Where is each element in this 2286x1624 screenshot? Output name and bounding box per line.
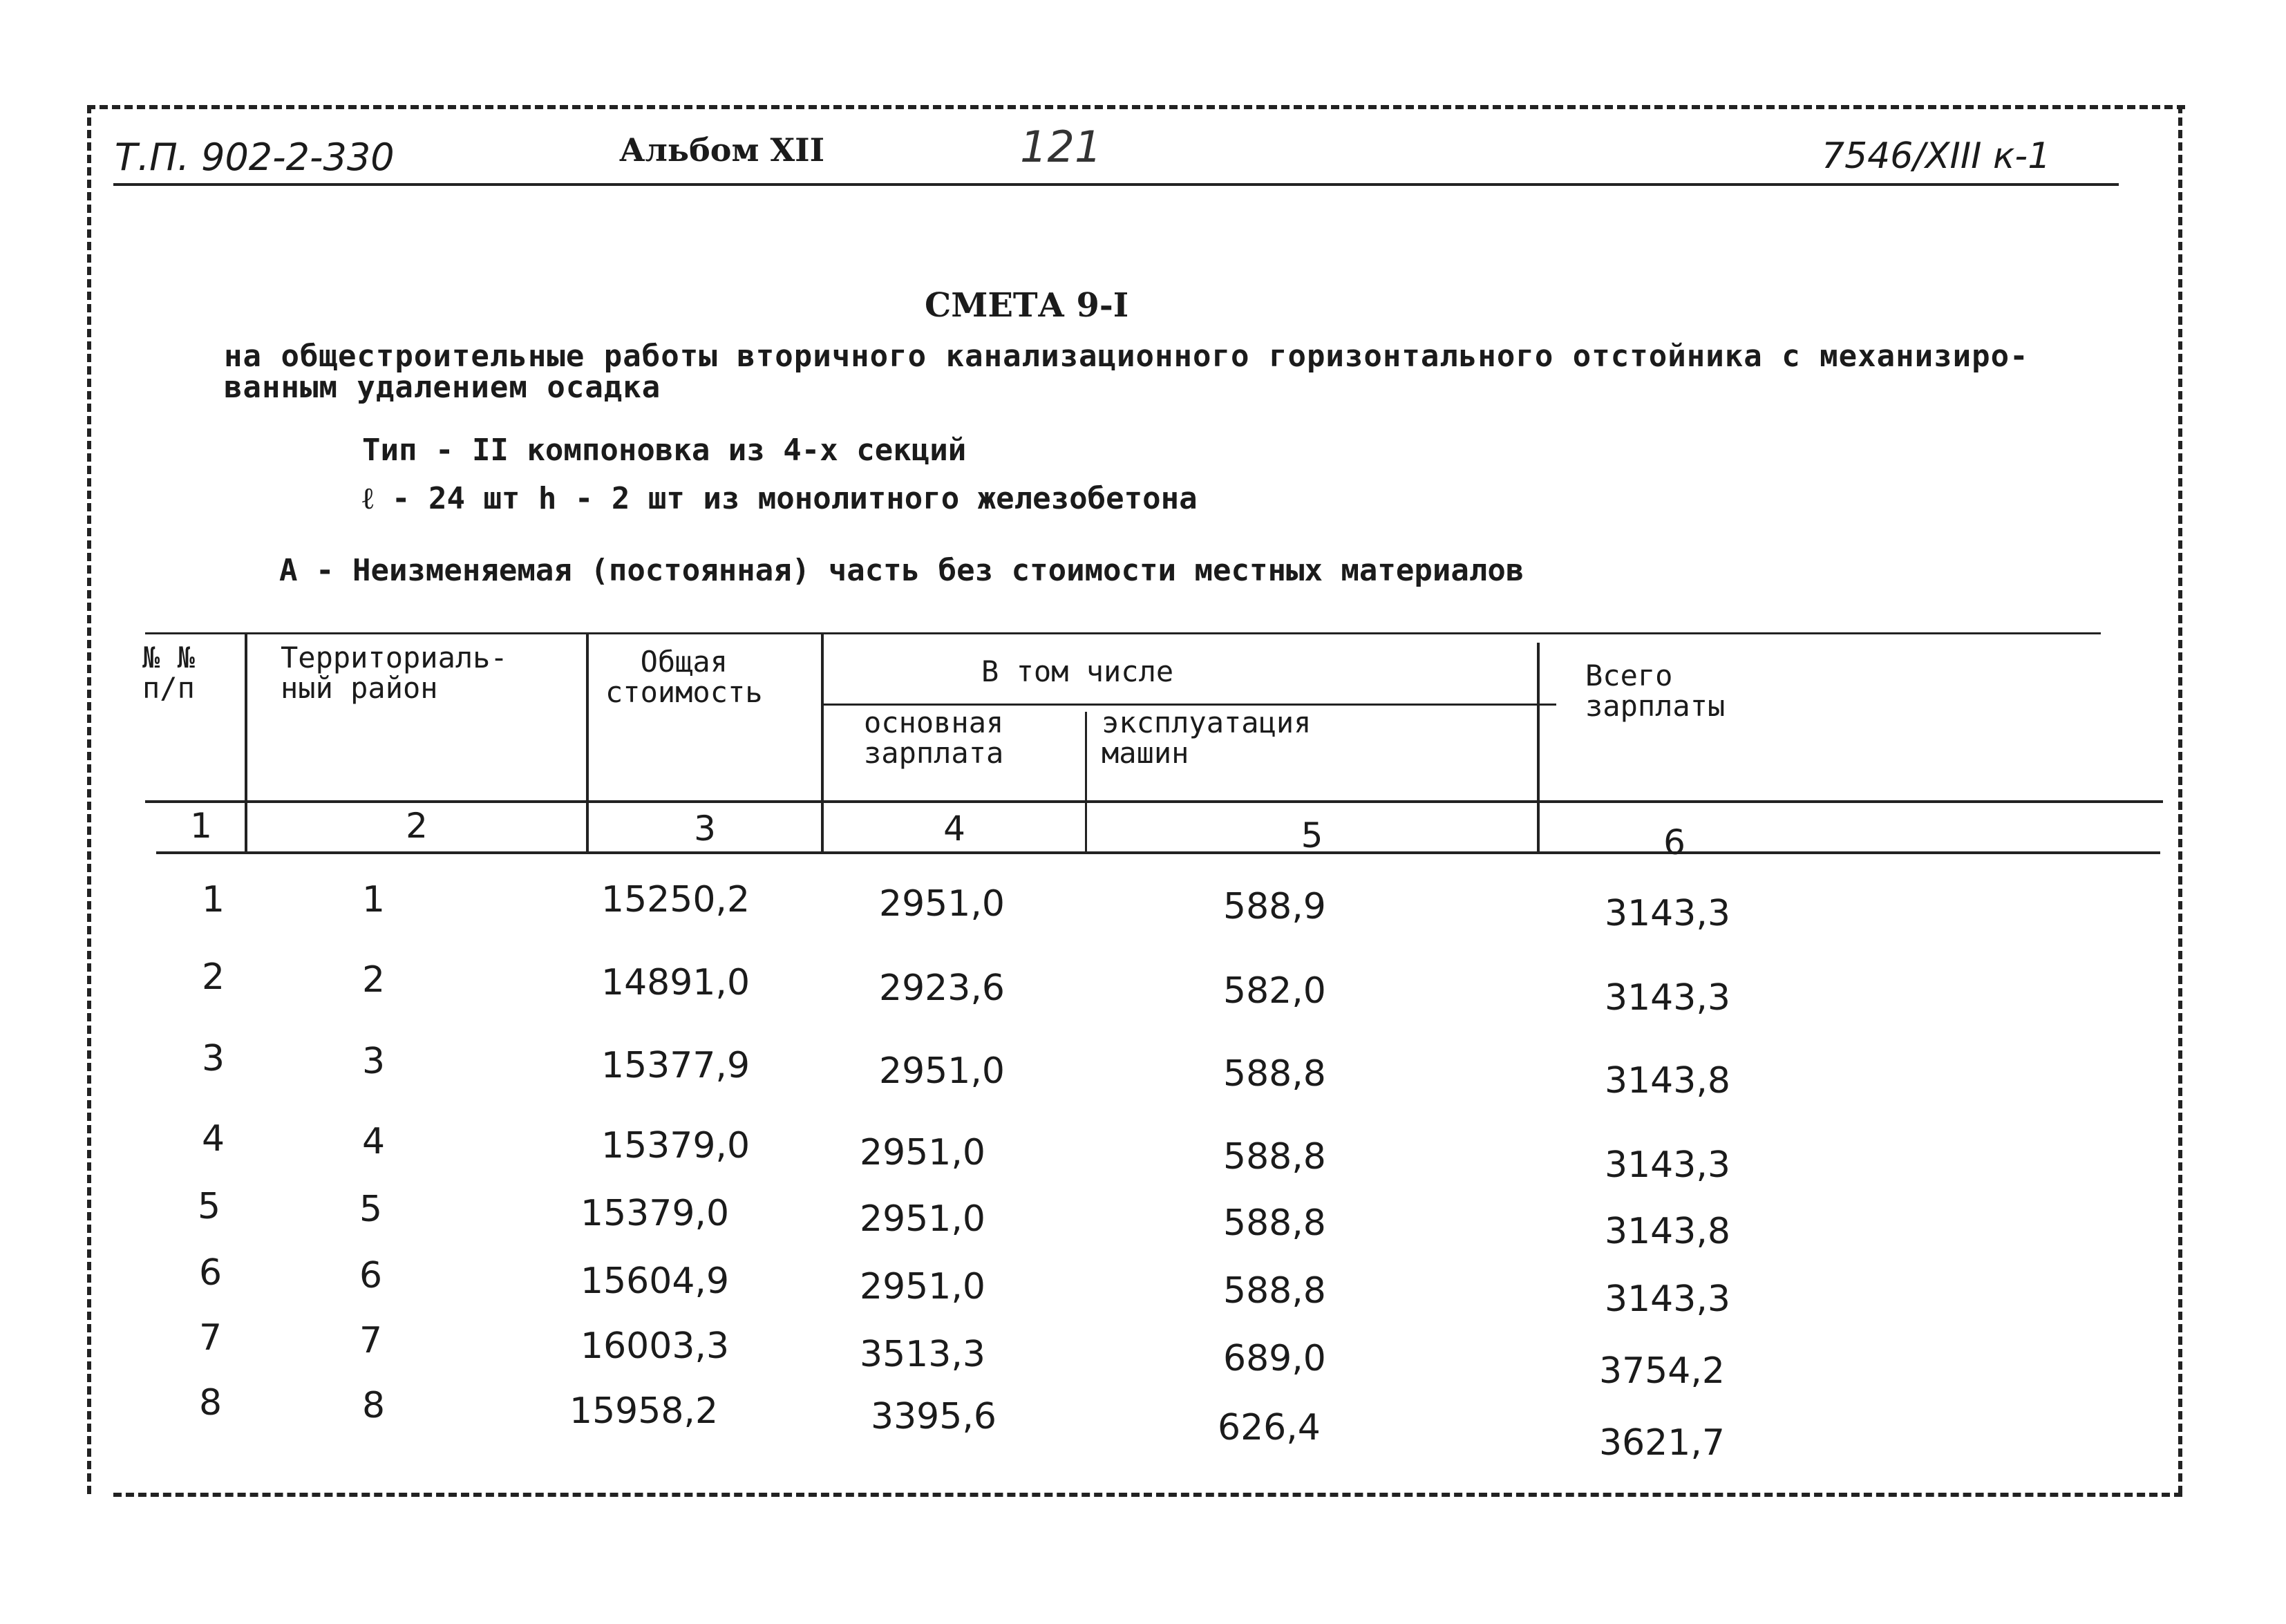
row-total-cost: 16003,3 [580,1325,730,1367]
subtitle-line-2: ванным удалением осадка [224,370,661,405]
row-total-cost: 15377,9 [601,1045,750,1086]
row-machine-operation: 588,9 [1223,886,1326,927]
header-underline [113,183,2119,186]
row-total-wages: 3754,2 [1599,1350,1725,1392]
row-machine-operation: 588,8 [1223,1202,1326,1244]
header-num: № № п/п [142,641,195,705]
colnum-6: 6 [1663,822,1685,862]
row-total-wages: 3143,3 [1605,1144,1730,1186]
row-basic-wage: 2951,0 [879,1050,1005,1092]
row-total-cost: 14891,0 [601,962,750,1003]
row-total-cost: 15604,9 [580,1261,730,1302]
row-basic-wage: 2951,0 [860,1266,985,1307]
estimate-title: СМЕТА 9-I [925,286,1129,325]
row-region: 4 [362,1121,386,1162]
frame-right-border [2178,105,2182,1494]
header-region: Территориаль- ный район [281,641,508,705]
row-num: 4 [202,1118,225,1160]
row-num: 5 [198,1186,221,1227]
header-total-wages: Всего зарплаты [1585,659,1726,723]
row-basic-wage: 2951,0 [860,1132,985,1173]
inventory-number: 7546/XIII к-1 [1822,135,2051,177]
header-including: В том числе [981,654,1174,688]
row-total-cost: 15379,0 [601,1125,750,1167]
row-total-wages: 3143,8 [1605,1211,1730,1252]
row-num: 8 [199,1382,223,1424]
row-region: 3 [362,1041,386,1082]
row-machine-operation: 626,4 [1218,1407,1321,1448]
row-num: 3 [202,1038,225,1079]
row-num: 6 [199,1252,223,1294]
row-total-wages: 3143,3 [1605,977,1730,1019]
row-basic-wage: 2951,0 [860,1198,985,1240]
frame-bottom-border [113,1493,2182,1497]
subtitle-line-1: на общестроительные работы вторичного канализационного горизонтального отстойника с механизиро- [224,339,2029,374]
row-total-wages: 3143,8 [1605,1060,1730,1102]
row-machine-operation: 588,8 [1223,1270,1326,1312]
row-region: 7 [359,1320,383,1361]
type-line: Тип - II компоновка из 4-х секций [362,433,967,468]
row-region: 1 [362,879,386,920]
colnum-5: 5 [1301,815,1323,856]
frame-top-border [87,105,2185,109]
row-basic-wage: 3513,3 [860,1334,985,1375]
table-top-line [145,632,2101,634]
row-num: 2 [202,956,225,998]
row-machine-operation: 588,8 [1223,1053,1326,1095]
row-basic-wage: 2923,6 [879,967,1005,1009]
row-total-wages: 3143,3 [1605,893,1730,934]
dimensions-line: ℓ - 24 шт h - 2 шт из монолитного железобетона [362,481,1198,516]
row-total-cost: 15958,2 [569,1390,719,1432]
header-basic-wage: основная зарплата [864,706,1004,770]
row-num: 1 [202,879,225,920]
document-code: Т.П. 902-2-330 [115,135,395,179]
row-basic-wage: 2951,0 [879,883,1005,925]
frame-left-border [87,105,91,1494]
header-total-cost: Общая стоимость [605,645,763,709]
row-machine-operation: 689,0 [1223,1338,1326,1379]
sheet-number: 121 [1020,122,1102,172]
row-region: 8 [362,1385,386,1426]
row-total-wages: 3143,3 [1605,1278,1730,1320]
row-total-cost: 15250,2 [601,879,750,920]
row-machine-operation: 582,0 [1223,970,1326,1012]
row-num: 7 [199,1317,223,1359]
header-machine-operation: эксплуатация машин [1102,706,1312,770]
colnum-4: 4 [943,809,965,849]
header-bottom-line [145,800,2163,803]
colnum-2: 2 [406,806,428,846]
row-total-cost: 15379,0 [580,1193,730,1234]
row-region: 5 [359,1189,383,1230]
row-region: 6 [359,1255,383,1296]
row-machine-operation: 588,8 [1223,1136,1326,1178]
colnum-3: 3 [694,809,716,849]
colnum-1: 1 [190,806,212,846]
row-basic-wage: 3395,6 [871,1396,996,1437]
row-region: 2 [362,959,386,1001]
part-description: А - Неизменяемая (постоянная) часть без стоимости местных материалов [279,553,1524,588]
album-label: Альбом XII [619,131,825,169]
row-total-wages: 3621,7 [1599,1422,1725,1464]
